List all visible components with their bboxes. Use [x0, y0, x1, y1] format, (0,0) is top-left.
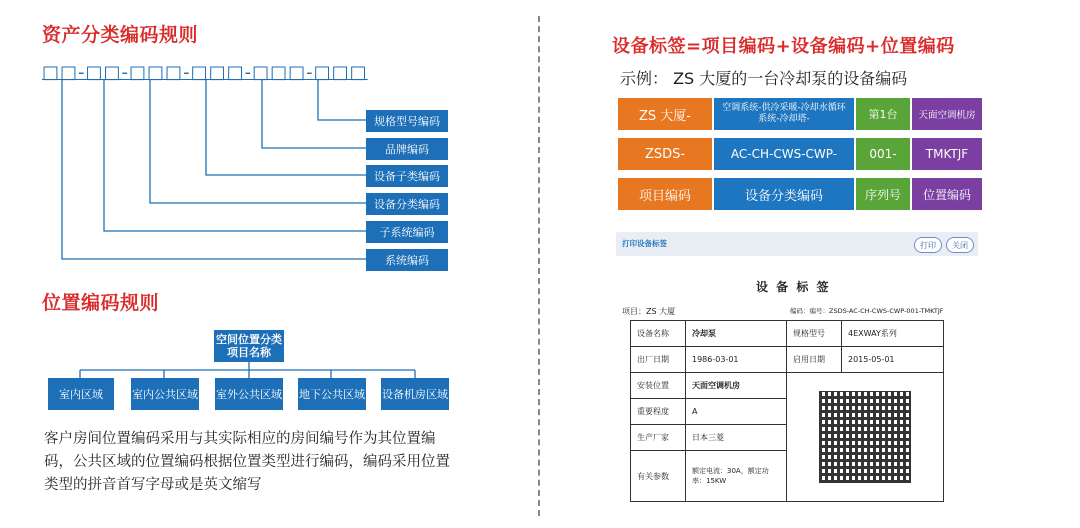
field-value: 4EXWAY系列	[842, 321, 944, 347]
section-divider	[538, 16, 540, 516]
location-underground-public: 地下公共区域	[298, 378, 366, 410]
row1-class: 空调系统-供冷采暖-冷却水循环系统-冷却塔-	[714, 98, 854, 130]
code-seg: □□□	[313, 62, 368, 83]
location-root-line1: 空间位置分类	[216, 333, 282, 346]
location-root-line2: 项目名称	[227, 346, 271, 359]
code-seg: □□	[85, 62, 122, 83]
field-value: 1986-03-01	[686, 347, 787, 373]
code-sep: -	[183, 62, 191, 83]
device-label-formula-title: 设备标签=项目编码+设备编码+位置编码	[612, 36, 955, 57]
code-seg: □□□	[129, 62, 184, 83]
field-key: 安装位置	[631, 373, 686, 399]
asset-code-title: 资产分类编码规则	[42, 24, 199, 46]
location-equipment-room: 设备机房区域	[381, 378, 449, 410]
field-key: 有关参数	[631, 451, 686, 502]
code-seg: □□□	[252, 62, 307, 83]
code-level-system: 系统编码	[366, 249, 448, 271]
qr-cell	[787, 373, 944, 502]
code-sep: -	[306, 62, 314, 83]
label-heading: 设 备 标 签	[756, 280, 831, 294]
row2-location: TMKTJF	[912, 138, 982, 170]
field-value: 额定电流：30A，额定功率：15KW	[686, 451, 787, 502]
qr-code-icon	[819, 391, 911, 483]
row3-serial: 序列号	[856, 178, 910, 210]
example-caption: 示例： ZS 大厦的一台冷却泵的设备编码	[620, 69, 908, 88]
field-value: 天面空调机房	[686, 373, 787, 399]
row2-project: ZSDS-	[618, 138, 712, 170]
row1-project: ZS 大厦-	[618, 98, 712, 130]
field-key: 重要程度	[631, 399, 686, 425]
row3-project: 项目编码	[618, 178, 712, 210]
code-seg: □□	[42, 62, 79, 83]
field-value: 日本三菱	[686, 425, 787, 451]
code-sep: -	[78, 62, 86, 83]
location-indoor-public: 室内公共区域	[131, 378, 199, 410]
row3-class: 设备分类编码	[714, 178, 854, 210]
location-indoor: 室内区域	[48, 378, 114, 410]
code-level-class: 设备分类编码	[366, 193, 448, 215]
field-value: 冷却泵	[686, 321, 787, 347]
location-description: 客户房间位置编码采用与其实际相应的房间编号作为其位置编码，公共区域的位置编码根据位置类型进行编码，编码采用位置类型的拼音首写字母或是英文缩写	[44, 431, 450, 493]
code-level-subsystem: 子系统编码	[366, 221, 448, 243]
code-level-spec: 规格型号编码	[366, 110, 448, 132]
label-table	[630, 320, 944, 502]
location-outdoor-public: 室外公共区域	[215, 378, 283, 410]
row2-class: AC-CH-CWS-CWP-	[714, 138, 854, 170]
field-key: 规格型号	[787, 321, 842, 347]
label-project: 项目：ZS 大厦	[622, 307, 676, 316]
close-button[interactable]: 关闭	[946, 237, 974, 253]
field-key: 设备名称	[631, 321, 686, 347]
field-value: A	[686, 399, 787, 425]
field-key: 启用日期	[787, 347, 842, 373]
code-sep: -	[121, 62, 130, 83]
print-toolbar-title: 打印设备标签	[622, 239, 667, 248]
field-key: 生产厂家	[631, 425, 686, 451]
field-value: 2015-05-01	[842, 347, 944, 373]
location-tree-lines	[0, 0, 540, 400]
location-code-title: 位置编码规则	[42, 292, 160, 314]
row3-location: 位置编码	[912, 178, 982, 210]
code-sep: -	[244, 62, 253, 83]
row1-location: 天面空调机房	[912, 98, 982, 130]
code-level-subclass: 设备子类编码	[366, 165, 448, 187]
row1-serial: 第1台	[856, 98, 910, 130]
label-code: 编码：编号：ZSDS-AC-CH-CWS-CWP-001-TMKTJF	[790, 307, 944, 315]
row2-serial: 001-	[856, 138, 910, 170]
code-seg: □□□	[190, 62, 245, 83]
print-button[interactable]: 打印	[914, 237, 942, 253]
field-key: 出厂日期	[631, 347, 686, 373]
code-level-brand: 品牌编码	[366, 138, 448, 160]
